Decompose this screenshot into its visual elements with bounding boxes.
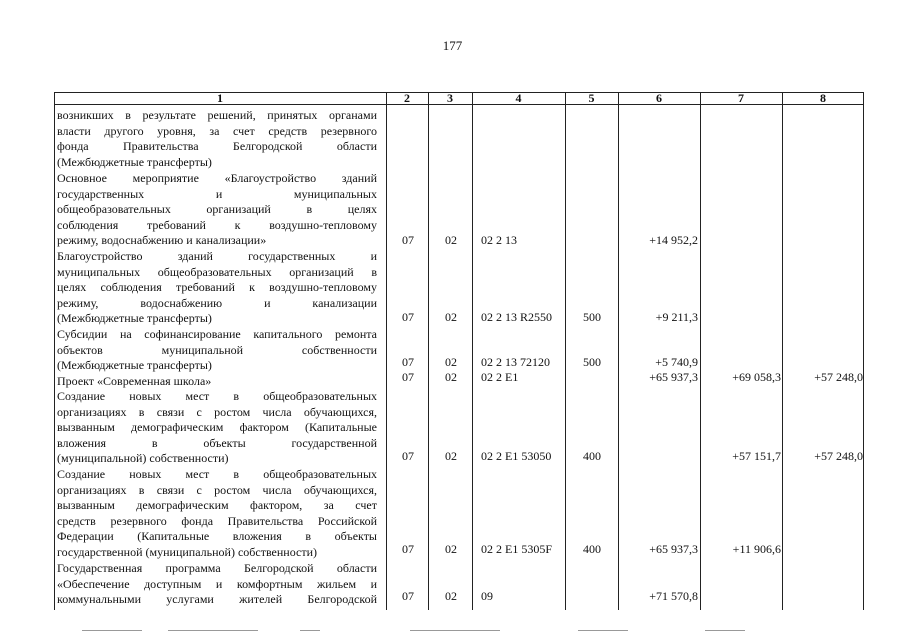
code-rz: 07: [402, 449, 414, 463]
header-cell: 4: [515, 91, 522, 105]
code-csr: 02 2 E1 53050: [481, 449, 552, 463]
column-divider: [386, 92, 387, 610]
code-pr: 02: [445, 449, 457, 463]
code-rz: 07: [402, 310, 414, 324]
code-csr: 02 2 E1: [481, 370, 519, 384]
description-line: коммунальными услугами жителей Белгородской: [57, 592, 377, 606]
row-description: [57, 374, 377, 390]
description-line: Создание новых мест в общеобразовательных: [57, 389, 377, 403]
description-line: фонда Правительства Белгородской области: [57, 139, 377, 153]
code-rz: 07: [402, 370, 414, 384]
column-divider: [700, 92, 701, 610]
description-line: Государственная программа Белгородской области: [57, 561, 377, 575]
code-csr: 02 2 E1 5305F: [481, 542, 553, 556]
amount-col6: +65 937,3: [649, 370, 698, 384]
column-divider: [472, 92, 473, 610]
description-line: режиму, водоснабжению и канализации: [57, 295, 377, 310]
row-description: [57, 108, 377, 170]
column-divider: [618, 92, 619, 610]
amount-col7: +11 906,6: [732, 542, 781, 556]
amount-col6: +14 952,2: [649, 233, 698, 247]
description-line: вызванным демографическим фактором, за счет: [57, 498, 377, 512]
description-line: возникших в результате решений, принятых органами: [57, 108, 377, 122]
code-vr: 400: [583, 449, 601, 463]
description-line: государственных и муниципальных: [57, 186, 377, 201]
row-description: [57, 171, 377, 249]
description-line: Создание новых мест в общеобразовательных: [57, 467, 377, 481]
description-line: средств резервного фонда Правительства Российской: [57, 513, 377, 528]
header-cell: 8: [820, 91, 826, 105]
code-vr: 400: [583, 542, 601, 556]
code-rz: 07: [402, 355, 414, 369]
description-line: целях соблюдения требований к воздушно-тепловому: [57, 280, 377, 294]
column-divider: [782, 92, 783, 610]
header-cell: 5: [588, 91, 595, 105]
amount-col7: +69 058,3: [732, 370, 781, 384]
description-line: организациях в связи с ростом числа обучающихся,: [57, 404, 377, 419]
amount-col7: +57 151,7: [732, 449, 781, 463]
code-csr: 02 2 13 72120: [481, 355, 550, 369]
header-cell: 2: [404, 91, 410, 105]
amount-col6: +71 570,8: [649, 589, 698, 603]
description-line: Основное мероприятие «Благоустройство зданий: [57, 171, 377, 185]
scan-mark: [705, 630, 745, 631]
code-rz: 07: [402, 589, 414, 603]
description-line: (Межбюджетные трансферты): [57, 311, 212, 325]
header-cell: 3: [447, 91, 453, 105]
row-description: [57, 389, 377, 467]
description-line: Федерации (Капитальные вложения в объекты: [57, 529, 377, 543]
amount-col8: +57 248,0: [814, 449, 863, 463]
code-csr: 02 2 13 R2550: [481, 310, 553, 324]
row-description: [57, 467, 377, 560]
scan-mark: [82, 630, 142, 631]
scan-mark: [578, 630, 628, 631]
header-cell: 1: [217, 91, 223, 105]
description-line: власти другого уровня, за счет средств резервного: [57, 123, 377, 138]
column-divider: [428, 92, 429, 610]
description-line: «Обеспечение доступным и комфортным жильем и: [57, 576, 377, 591]
description-line: режиму, водоснабжению и канализации»: [57, 233, 267, 247]
description-line: вызванным демографическим фактором (Капитальные: [57, 420, 377, 434]
code-csr: 02 2 13: [481, 233, 517, 247]
description-line: организациях в связи с ростом числа обучающихся,: [57, 482, 377, 497]
amount-col6: +65 937,3: [649, 542, 698, 556]
description-line: Благоустройство зданий государственных и: [57, 249, 377, 263]
amount-col6: +9 211,3: [655, 310, 698, 324]
code-vr: 500: [583, 355, 601, 369]
header-cell: 6: [656, 91, 662, 105]
scan-mark: [168, 630, 258, 631]
description-line: государственной (муниципальной) собственности): [57, 544, 318, 559]
description-line: вложения в объекты государственной: [57, 435, 377, 450]
code-pr: 02: [445, 233, 457, 247]
description-line: объектов муниципальной собственности: [57, 342, 377, 357]
description-line: Проект «Современная школа»: [57, 374, 212, 388]
code-pr: 02: [445, 542, 457, 556]
code-rz: 07: [402, 542, 414, 556]
description-line: муниципальных общеобразовательных организаций в: [57, 264, 377, 279]
code-pr: 02: [445, 355, 457, 369]
description-line: (Межбюджетные трансферты): [57, 154, 212, 169]
column-divider: [565, 92, 566, 610]
description-line: Субсидии на софинансирование капитального ремонта: [57, 327, 377, 341]
row-description: [57, 327, 377, 374]
code-pr: 02: [445, 589, 457, 603]
description-line: (Межбюджетные трансферты): [57, 358, 212, 372]
description-line: (муниципальной) собственности): [57, 451, 229, 465]
code-rz: 07: [402, 233, 414, 247]
scan-mark: [410, 630, 500, 631]
code-pr: 02: [445, 370, 457, 384]
page-number: 177: [442, 38, 463, 53]
row-description: [57, 561, 377, 608]
code-csr: 09: [481, 589, 493, 603]
row-description: [57, 249, 377, 327]
code-vr: 500: [583, 310, 601, 324]
scan-mark: [300, 630, 320, 631]
code-pr: 02: [445, 310, 457, 324]
description-line: соблюдения требований к воздушно-тепловому: [57, 217, 377, 232]
amount-col8: +57 248,0: [814, 370, 863, 384]
header-cell: 7: [738, 91, 744, 105]
amount-col6: +5 740,9: [655, 355, 698, 369]
description-line: общеобразовательных организаций в целях: [57, 202, 377, 216]
